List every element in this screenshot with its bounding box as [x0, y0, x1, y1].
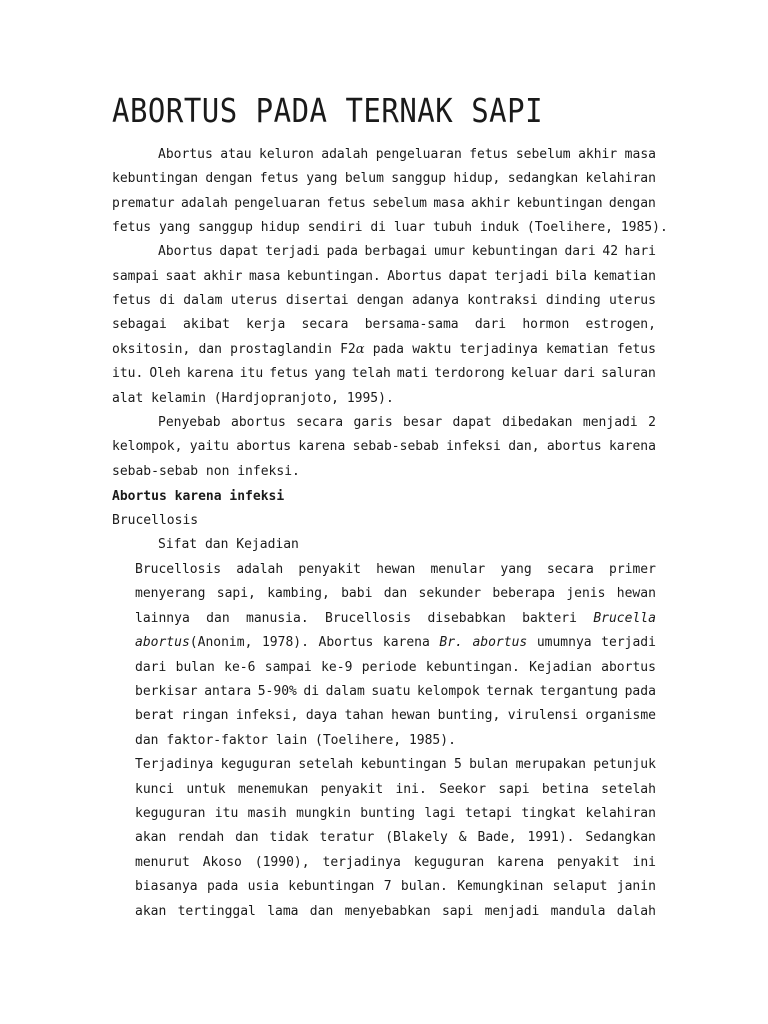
text-line: menurut Akoso (1990), terjadinya keguguran karena penyakit ini: [135, 854, 656, 870]
text-line: dan faktor-faktor lain (Toelihere, 1985).: [135, 732, 456, 748]
text-line: fetus di dalam uterus disertai dengan adanya kontraksi dinding uterus: [112, 293, 656, 309]
subheading-sifat-kejadian: Sifat dan Kejadian: [158, 537, 299, 552]
section-heading-infeksi: Abortus karena infeksi: [112, 489, 285, 504]
text-line: fetus yang sanggup hidup sendiri di luar tubuh induk (Toelihere, 1985).: [112, 220, 668, 236]
text-line: Abortus atau keluron adalah pengeluaran fetus sebelum akhir masa: [158, 147, 656, 162]
text-line: Brucellosis adalah penyakit hewan menular yang secara primer: [135, 562, 656, 577]
text-line: Abortus dapat terjadi pada berbagai umur kebuntingan dari 42 hari: [158, 244, 656, 260]
text-line: itu. Oleh karena itu fetus yang telah mati terdorong keluar dari saluran: [112, 366, 656, 382]
text-line: akan tertinggal lama dan menyebabkan sapi menjadi mandula dalah: [135, 903, 656, 919]
subheading-brucellosis: Brucellosis: [112, 513, 199, 528]
text-line: kunci untuk menemukan penyakit ini. Seekor sapi betina setelah: [135, 781, 656, 797]
page-title: ABORTUS PADA TERNAK SAPI: [112, 92, 544, 131]
text-line: alat kelamin (Hardjopranjoto, 1995).: [112, 390, 394, 406]
text-line: berkisar antara 5-90% di dalam suatu kelompok ternak tergantung pada: [135, 684, 656, 699]
text-line: oksitosin, dan prostaglandin F2α pada waktu terjadinya kematian fetus: [112, 341, 656, 357]
text-line: keguguran itu masih mungkin bunting lagi tetapi tingkat kelahiran: [135, 806, 656, 821]
text-line: kebuntingan dengan fetus yang belum sanggup hidup, sedangkan kelahiran: [112, 171, 656, 187]
text-line: Penyebab abortus secara garis besar dapat dibedakan menjadi 2: [158, 414, 656, 430]
text-line: dari bulan ke-6 sampai ke-9 periode kebuntingan. Kejadian abortus: [135, 659, 656, 675]
text-line: abortus(Anonim, 1978). Abortus karena Br. abortus umumnya terjadi: [135, 635, 656, 651]
text-line: lainnya dan manusia. Brucellosis disebabkan bakteri Brucella: [135, 610, 656, 626]
text-line: sebagai akibat kerja secara bersama-sama dari hormon estrogen,: [112, 317, 656, 333]
text-line: biasanya pada usia kebuntingan 7 bulan. Kemungkinan selaput janin: [135, 879, 656, 895]
text-line: menyerang sapi, kambing, babi dan sekunder beberapa jenis hewan: [135, 586, 656, 602]
text-line: akan rendah dan tidak teratur (Blakely & Bade, 1991). Sedangkan: [135, 830, 656, 846]
text-line: Terjadinya keguguran setelah kebuntingan 5 bulan merupakan petunjuk: [135, 757, 656, 773]
text-line: berat ringan infeksi, daya tahan hewan bunting, virulensi organisme: [135, 708, 656, 724]
text-line: kelompok, yaitu abortus karena sebab-sebab infeksi dan, abortus karena: [112, 439, 656, 455]
text-line: sebab-sebab non infeksi.: [112, 463, 300, 479]
text-line: sampai saat akhir masa kebuntingan. Abortus dapat terjadi bila kematian: [112, 268, 656, 284]
text-line: prematur adalah pengeluaran fetus sebelum masa akhir kebuntingan dengan: [112, 195, 656, 211]
